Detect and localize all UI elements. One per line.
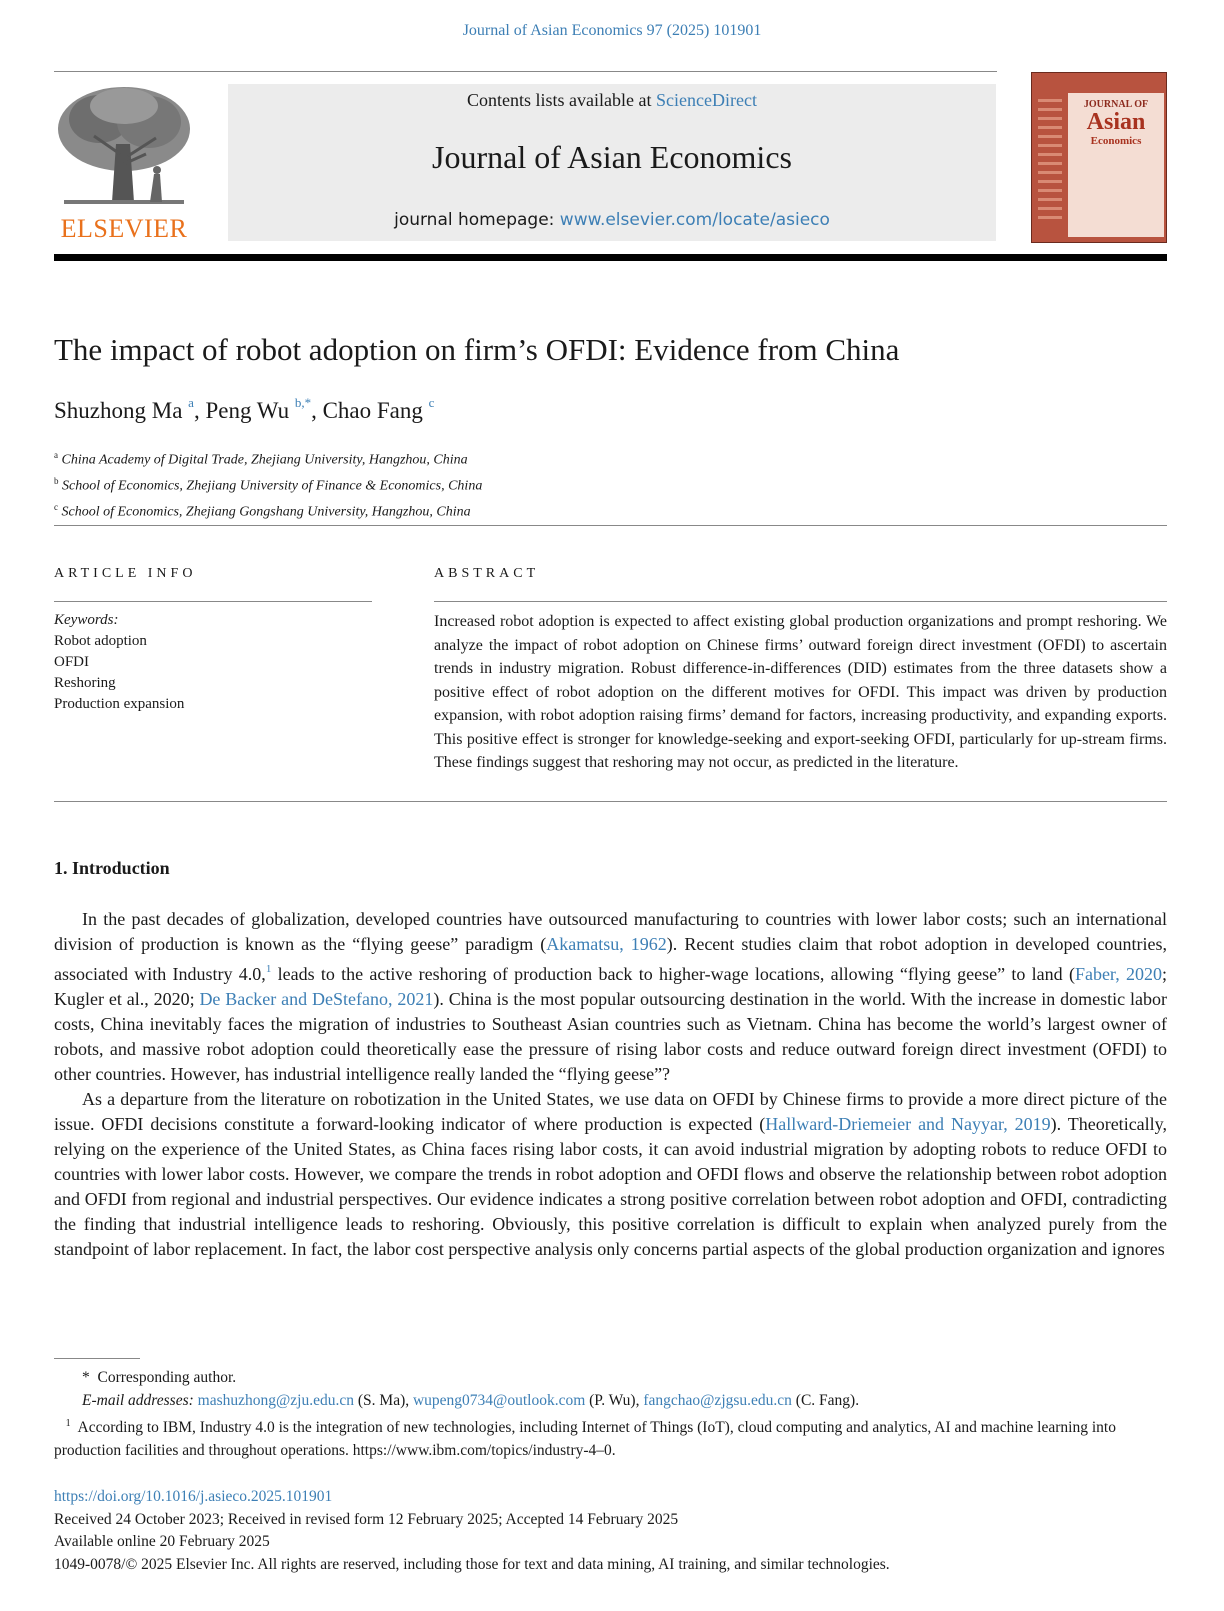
article-info-heading: ARTICLE INFO xyxy=(54,566,197,581)
article-info-divider xyxy=(54,601,372,602)
author-affiliation-mark[interactable]: b,* xyxy=(294,395,312,410)
footnote-1: $^1$ According to IBM, Industry 4.0 is the integration of new technologies, including Internet of Things (IoT), cloud computing and analytics, AI and machine learning into production facilities and throughout operations. https://www.ibm.com/topics/industry-4–0. xyxy=(54,1418,1116,1459)
affiliation-list xyxy=(54,445,482,523)
footnote-ref-link[interactable]: 1 xyxy=(265,963,272,975)
cover-title-line3: Economics xyxy=(1090,135,1142,147)
journal-name: Journal of Asian Economics xyxy=(432,139,792,175)
affiliation-item: $^a$ China Academy of Digital Trade, Zhejiang University, Hangzhou, China xyxy=(54,450,468,468)
author-separator: , xyxy=(311,398,323,423)
keyword-item: Production expansion xyxy=(54,696,185,712)
affiliation-item: $^b$ School of Economics, Zhejiang University of Finance & Economics, China xyxy=(54,476,483,494)
journal-masthead xyxy=(228,84,996,241)
section-divider xyxy=(54,801,1167,802)
author-name[interactable]: Chao Fang xyxy=(322,398,423,423)
cover-title-line2: Asian xyxy=(1086,109,1146,135)
header-divider xyxy=(54,71,997,72)
author-separator: , xyxy=(193,398,206,423)
contents-prefix: Contents lists available at xyxy=(467,90,656,110)
author-affiliation-mark[interactable]: c xyxy=(428,395,435,410)
elsevier-logo xyxy=(54,84,194,244)
citation-link[interactable]: Hallward-Driemeier and Nayyar, 2019 xyxy=(765,1114,1051,1134)
masthead-thick-divider xyxy=(54,254,1167,261)
keywords-label: Keywords: xyxy=(54,612,119,628)
footnotes xyxy=(54,1366,1167,1462)
cover-contents-strip xyxy=(1038,99,1062,231)
received-dates: Received 24 October 2023; Received in revised form 12 February 2025; Accepted 14 February 2025 xyxy=(54,1510,679,1528)
introduction-heading: 1. Introduction xyxy=(54,858,170,878)
author-affiliation-mark[interactable]: a xyxy=(188,395,194,410)
homepage-link[interactable]: www.elsevier.com/locate/asieco xyxy=(559,210,830,230)
citation-link[interactable]: Akamatsu, 1962 xyxy=(546,934,667,954)
abstract-text: Increased robot adoption is expected to affect existing global production organizations and prompt reshoring. We analyze the impact of robot adoption on Chinese firms’ outward foreign direct investment (OFDI) to ascertain trends in industry migration. Robust difference-in-differences (DID) estimates from the three datasets show a positive effect of robot adoption on the different motives for OFDI. This impact was driven by production expansion, with robot adoption raising firms’ demand for factors, increasing productivity, and expanding exports. This positive effect is stronger for knowledge-seeking and export-seeking OFDI, particularly for up-stream firms. These findings suggest that reshoring may not occur, as predicted in the literature. xyxy=(434,613,1167,771)
email-link[interactable]: wupeng0734@outlook.com xyxy=(412,1392,586,1409)
doi-link[interactable]: https://doi.org/10.1016/j.asieco.2025.101901 xyxy=(54,1488,333,1505)
elsevier-wordmark: ELSEVIER xyxy=(60,214,188,243)
journal-cover-thumbnail[interactable] xyxy=(1031,72,1167,243)
citation-link[interactable]: De Backer and DeStefano, 2021 xyxy=(199,989,434,1009)
body-paragraph: As a departure from the literature on robotization in the United States, we use data on OFDI by Chinese firms to provide a more direct picture of the issue. OFDI decisions constitute a forward-looking indicator of where production is expected (Hallward-Driemeier and Nayyar, 2019). Theoretically, relying on the experience of the United States, as China faces rising labor costs, it can avoid industrial migration by adopting robots to reduce OFDI to countries with lower labor costs. However, we compare the trends in robot adoption and OFDI flows and observe the relationship between robot adoption and OFDI from regional and industrial perspectives. Our evidence indicates a strong positive correlation between robot adoption and OFDI, contradicting the finding that industrial intelligence leads to reshoring. Obviously, this positive correlation is difficult to explain when analyzed purely from the standpoint of labor replacement. In fact, the labor cost perspective analysis only concerns partial aspects of the global production organization and ignores xyxy=(54,1089,1167,1259)
author-name[interactable]: Peng Wu xyxy=(205,398,290,423)
email-addresses: E-mail addresses: mashuzhong@zju.edu.cn (S. Ma), wupeng0734@outlook.com (P. Wu), fangchao@zjgsu.edu.cn (C. Fang). xyxy=(82,1392,860,1409)
journal-citation-link[interactable]: Journal of Asian Economics 97 (2025) 101901 xyxy=(462,22,762,39)
homepage-line xyxy=(228,210,996,230)
keyword-item: Robot adoption xyxy=(54,633,147,649)
article-metadata xyxy=(54,1486,1167,1576)
email-link[interactable]: mashuzhong@zju.edu.cn xyxy=(197,1392,354,1409)
copyright-notice: 1049-0078/© 2025 Elsevier Inc. All rights are reserved, including those for text and data mining, AI training, and similar technologies. xyxy=(54,1555,890,1573)
author-name[interactable]: Shuzhong Ma xyxy=(54,398,183,423)
citation-link[interactable]: Faber, 2020 xyxy=(1074,964,1162,984)
elsevier-tree-icon xyxy=(54,84,194,209)
email-link[interactable]: fangchao@zjgsu.edu.cn xyxy=(643,1392,792,1409)
keywords-block xyxy=(54,610,184,715)
section-divider xyxy=(54,525,1167,526)
keyword-item: OFDI xyxy=(54,654,90,670)
abstract-divider xyxy=(434,601,1167,602)
abstract-heading: ABSTRACT xyxy=(434,566,540,581)
homepage-prefix: journal homepage: xyxy=(394,210,560,230)
introduction-body xyxy=(54,907,1167,1262)
article-title: The impact of robot adoption on firm’s OFDI: Evidence from China xyxy=(54,332,900,367)
cover-title-line1: JOURNAL OF xyxy=(1083,99,1149,110)
available-online: Available online 20 February 2025 xyxy=(54,1533,270,1550)
cover-panel xyxy=(1068,93,1164,237)
corresponding-author-note: * Corresponding author. xyxy=(82,1369,237,1386)
sciencedirect-link[interactable]: ScienceDirect xyxy=(656,90,757,110)
author-list xyxy=(54,395,434,424)
contents-line xyxy=(228,90,996,111)
body-paragraph: In the past decades of globalization, developed countries have outsourced manufacturing to countries with lower labor costs; such an international division of production is known as the “flying geese” paradigm (Akamatsu, 1962). Recent studies claim that robot adoption in developed countries, associated with Industry 4.0,$^1$ leads to the active reshoring of production back to higher-wage locations, allowing “flying geese” to land (Faber, 2020; Kugler et al., 2020; De Backer and DeStefano, 2021). China is the most popular outsourcing destination in the world. With the increase in domestic labor costs, China inevitably faces the migration of industries to Southeast Asian countries such as Vietnam. China has become the world’s largest owner of robots, and massive robot adoption could theoretically ease the pressure of rising labor costs and reduce outward foreign direct investment (OFDI) to other countries. However, has industrial intelligence really landed the “flying geese”? xyxy=(54,909,1167,1084)
affiliation-item: $^c$ School of Economics, Zhejiang Gongshang University, Hangzhou, China xyxy=(54,502,471,520)
footnote-divider xyxy=(54,1358,140,1359)
keyword-item: Reshoring xyxy=(54,675,116,691)
